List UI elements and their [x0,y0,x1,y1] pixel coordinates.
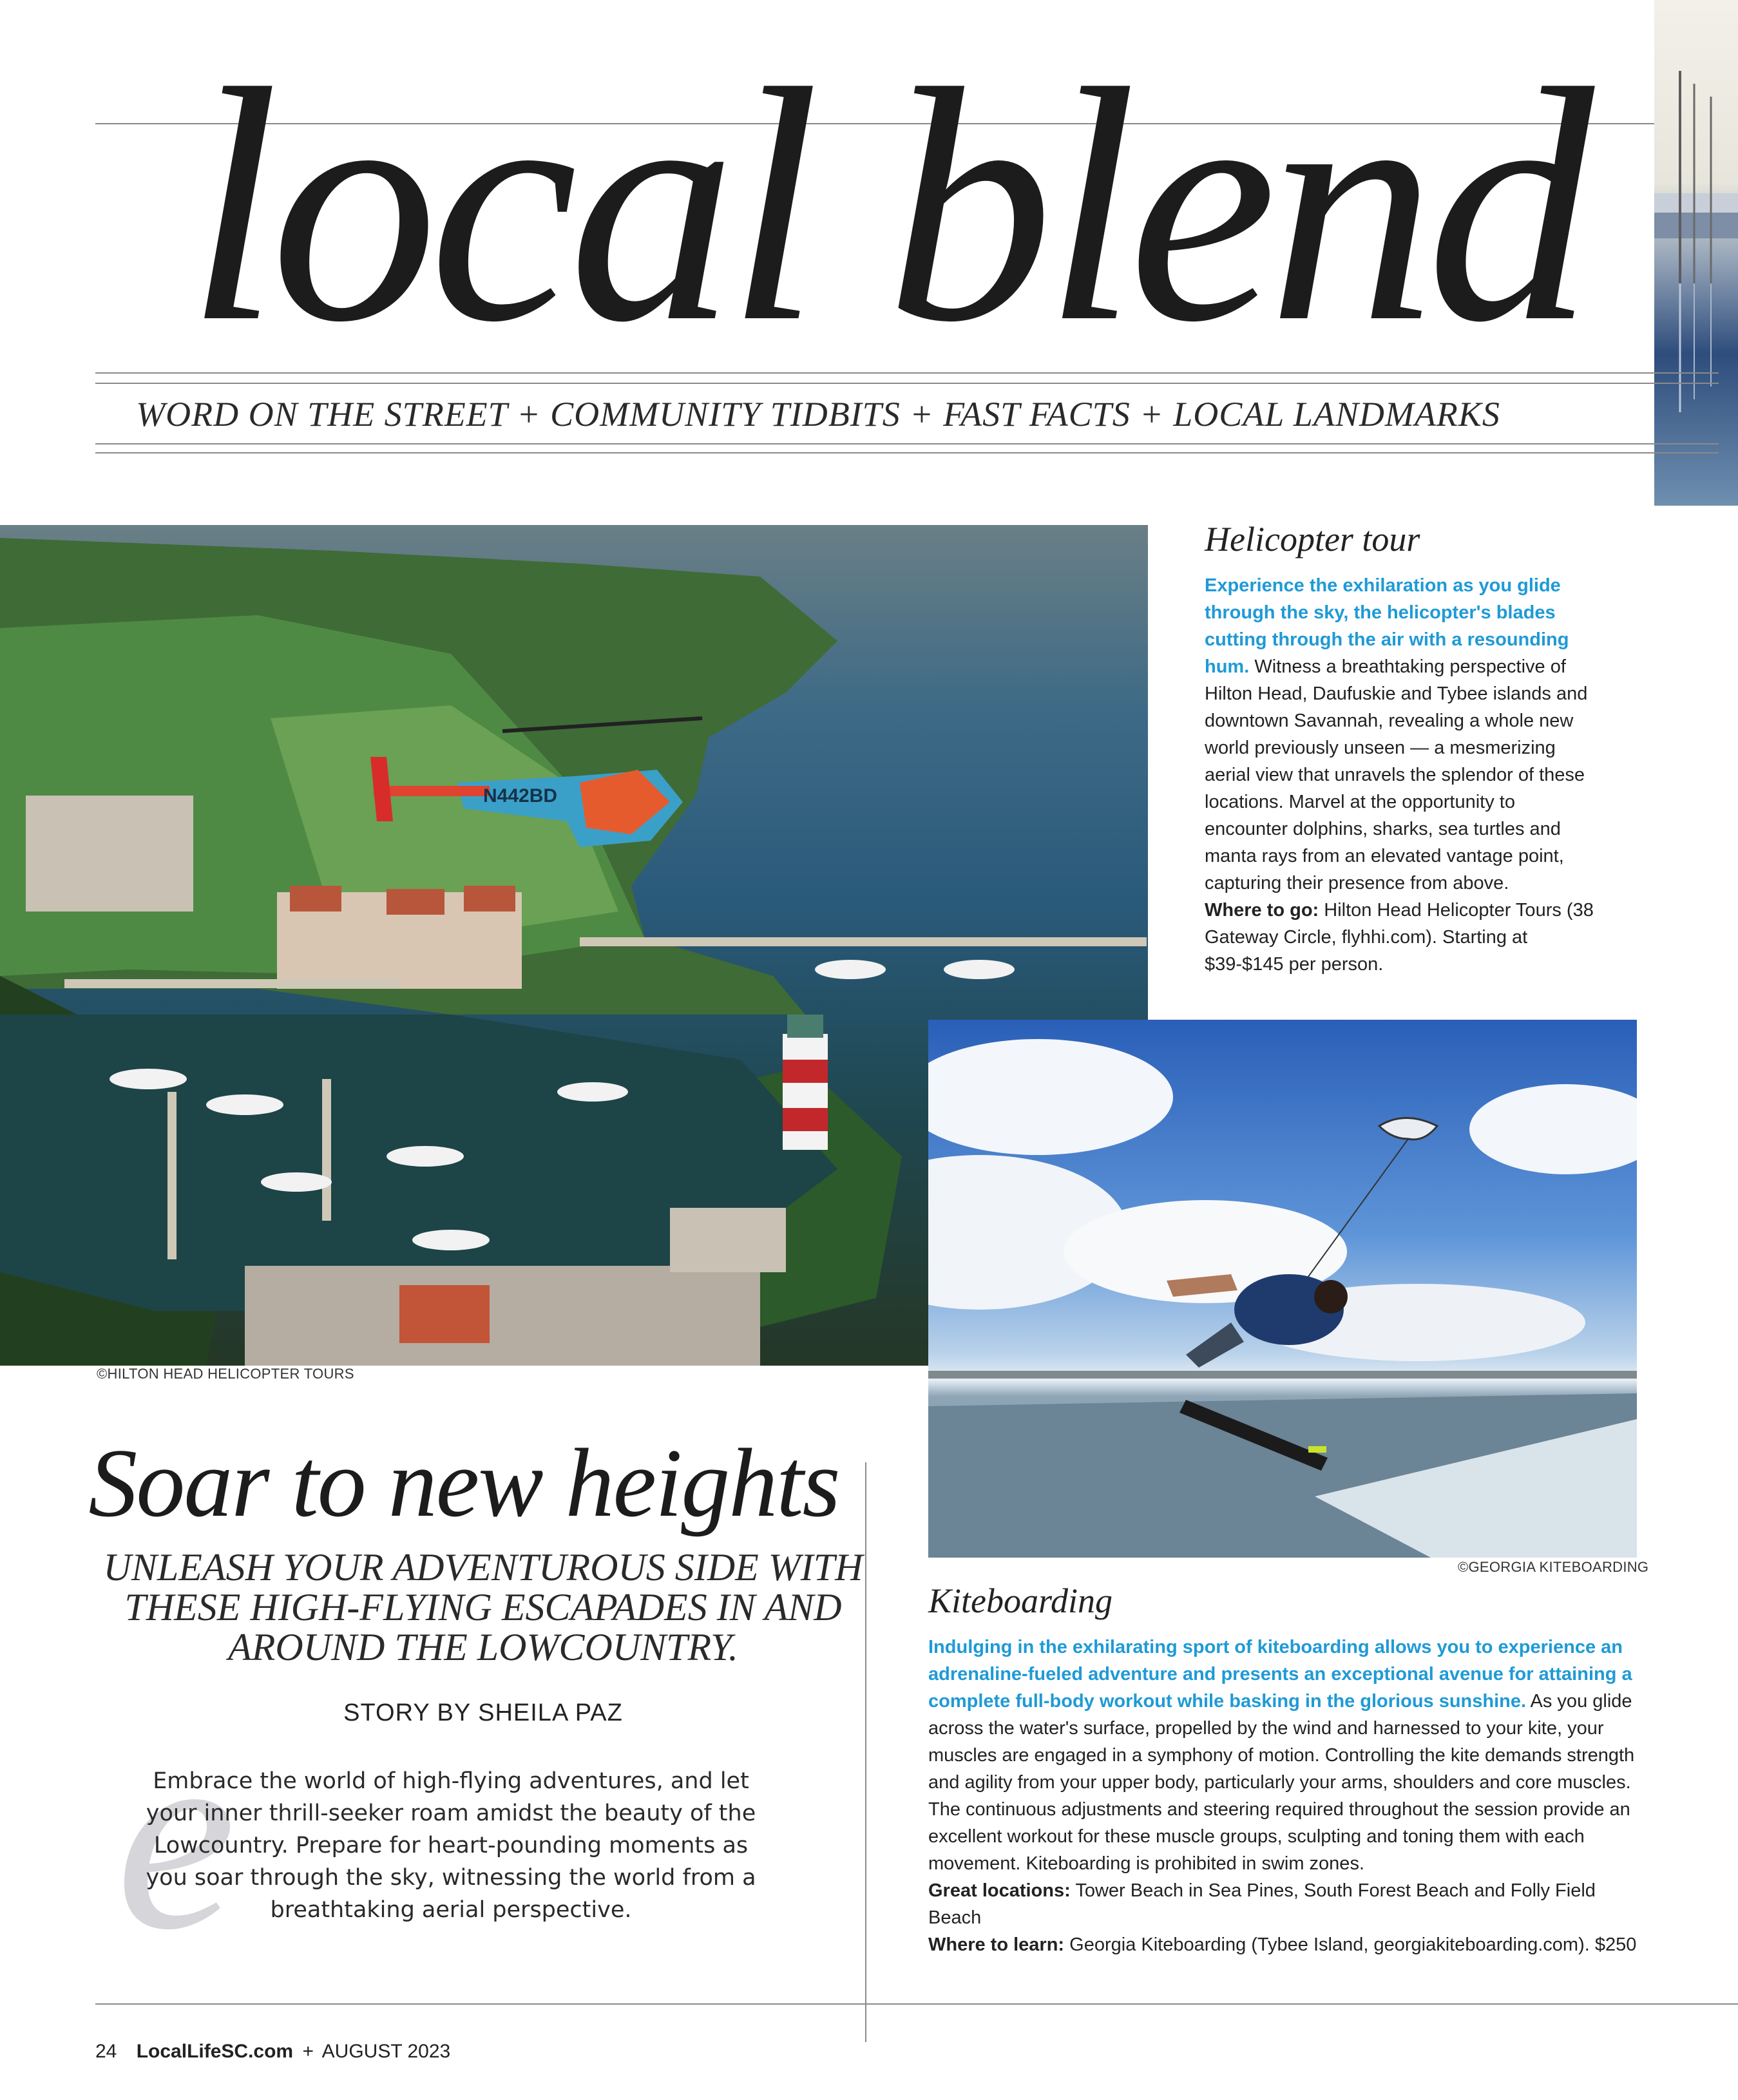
story-title: Soar to new heights [88,1429,839,1537]
helicopter-section-body [1205,572,1598,978]
story-intro: Embrace the world of high-flying adventures, and let your inner thrill-seeker roam amidst the beauty of the Lowcountry. Prepare for heart-pounding moments as you soar through the sky, witnessing the world from a breathtaking aerial perspective. [146,1768,756,1923]
section-tagline: WORD ON THE STREET + COMMUNITY TIDBITS + FAST FACTS + LOCAL LANDMARKS [136,395,1500,434]
helicopter-where-text: Hilton Head Helicopter Tours (38 Gateway Circle, flyhhi.com). Starting at $39-$145 per person. [1205,900,1594,975]
page-footer [95,2041,450,2063]
footer-site[interactable]: LocalLifeSC.com [136,2041,294,2062]
kiteboarding-section-body [928,1634,1650,1958]
helicopter-lede: Experience the exhilaration as you glide through the sky, the helicopter's blades cutting through the air with a resounding hum. [1205,575,1569,677]
helicopter-body-text: Witness a breathtaking perspective of Hilton Head, Daufuskie and Tybee islands and downtown Savannah, revealing a whole new world previously unseen — a mesmerizing aerial view that unravels the splendor of these locations. Marvel at the opportunity to encounter dolphins, sharks, sea turtles and manta rays from an elevated vantage point, capturing their presence from above. [1205,656,1588,893]
footer-rule [95,2003,1738,2005]
footer-issue: AUGUST 2023 [321,2041,451,2062]
section-masthead: local blend [186,21,1585,391]
kiteboarding-lede: Indulging in the exhilarating sport of kiteboarding allows you to experience an adrenaline-fueled adventure and presents an exceptional avenue for attaining a complete full-body workout while basking in the glorious sunshine. [928,1637,1632,1712]
kiteboarding-locations-label: Great locations: [928,1880,1071,1901]
story-deck: UNLEASH YOUR ADVENTUROUS SIDE WITH THESE HIGH-FLYING ESCAPADES IN AND AROUND THE LOWCOUNTRY. [103,1546,863,1668]
kiteboarding-photo [928,1020,1637,1558]
kiteboarding-section-heading: Kiteboarding [928,1581,1113,1620]
marina-photo-strip [1654,0,1738,506]
kiteboarding-learn-label: Where to learn: [928,1934,1065,1955]
masthead-rule-low [95,443,1719,444]
drop-cap: e [116,1686,236,1985]
kiteboarding-learn-text: Georgia Kiteboarding (Tybee Island, georgiakiteboarding.com). $250 [1064,1934,1637,1955]
helicopter-tail-number: N442BD [483,785,558,807]
footer-separator: + [302,2041,314,2062]
helicopter-section-heading: Helicopter tour [1205,520,1420,558]
helicopter-photo-credit: ©HILTON HEAD HELICOPTER TOURS [97,1366,354,1382]
page-number: 24 [95,2041,117,2062]
kiteboarding-body-text: As you glide across the water's surface, propelled by the wind and harnessed to your kite, your muscles are engaged in a symphony of motion. Controlling the kite demands strength and agility from your upper body, particularly your arms, shoulders and core muscles. The continuous adjustments and steering required throughout the session provide an excellent workout for these muscle groups, sculpting and toning them with each movement. Kiteboarding is prohibited in swim zones. [928,1691,1635,1874]
masthead-rule-low-2 [95,452,1719,453]
kiteboarding-photo-credit: ©GEORGIA KITEBOARDING [1458,1559,1649,1575]
kiteboarding-locations-text: Tower Beach in Sea Pines, South Forest Beach and Folly Field Beach [928,1880,1596,1928]
helicopter-where-label: Where to go: [1205,900,1319,921]
story-byline: STORY BY SHEILA PAZ [343,1699,623,1726]
